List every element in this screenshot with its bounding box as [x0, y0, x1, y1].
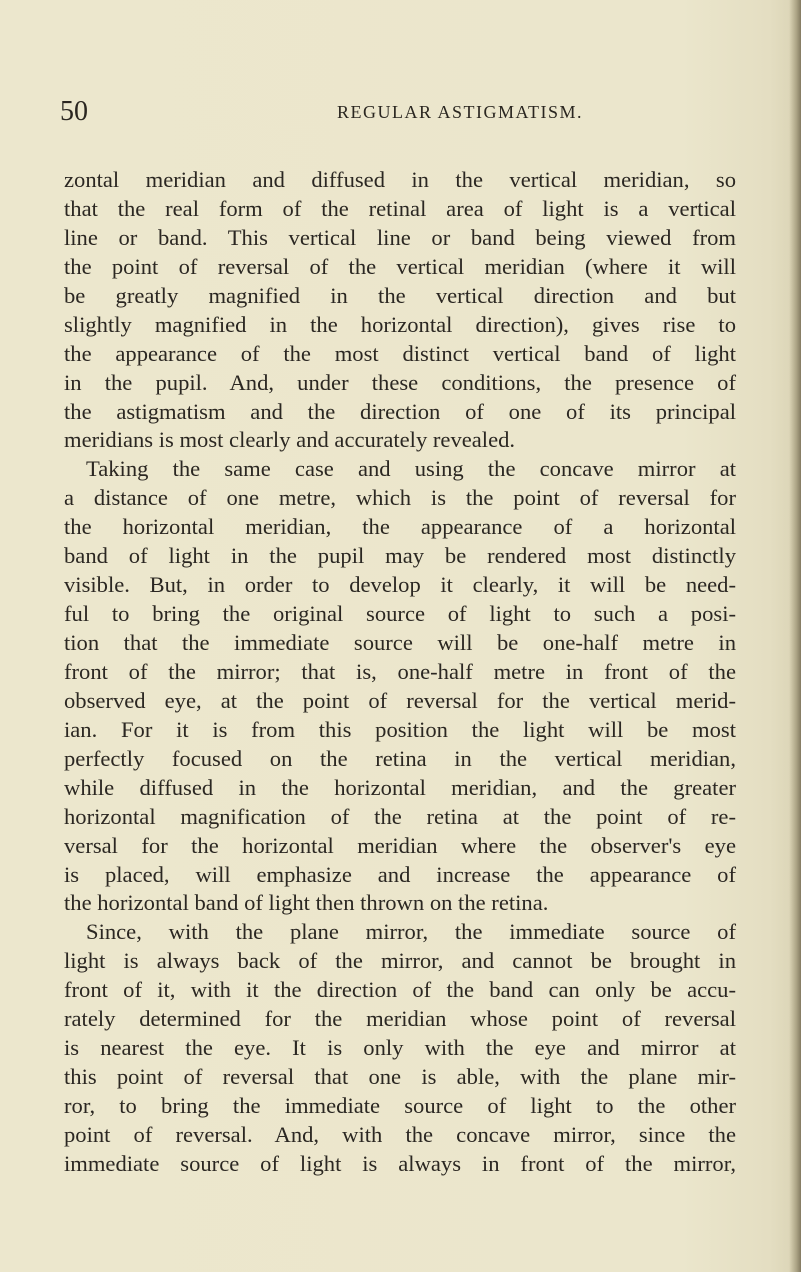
text-line: line or band. This vertical line or band being viewed from [64, 224, 736, 250]
text-line: point of reversal. And, with the concave mirror, since the [64, 1121, 736, 1147]
text-line: meridians is most clearly and accurately revealed. [64, 427, 516, 453]
text-line: observed eye, at the point of reversal for the vertical merid- [64, 687, 736, 713]
page-number: 50 [60, 96, 88, 127]
text-line: horizontal magnification of the retina at the point of re- [64, 803, 736, 829]
text-line: Taking the same case and using the concave mirror at [86, 456, 736, 482]
text-line: zontal meridian and diffused in the vertical meridian, so [64, 167, 736, 192]
text-line: the astigmatism and the direction of one of its principal [64, 398, 736, 424]
text-line: the horizontal band of light then thrown on the retina. [64, 890, 549, 916]
body-text [64, 166, 736, 1179]
text-line: tion that the immediate source will be one-half metre in [64, 630, 736, 655]
text-line: ian. For it is from this position the light will be most [64, 716, 736, 742]
text-line: light is always back of the mirror, and cannot be brought in [64, 948, 736, 974]
text-line: Since, with the plane mirror, the immediate source of [86, 919, 736, 945]
running-head: REGULAR ASTIGMATISM. [337, 102, 584, 122]
text-line: ror, to bring the immediate source of light to the other [64, 1093, 736, 1118]
text-line: this point of reversal that one is able, with the plane mir- [64, 1064, 736, 1090]
text-line: immediate source of light is always in front of the mirror, [64, 1150, 736, 1176]
text-line: front of the mirror; that is, one-half metre in front of the [64, 658, 736, 684]
text-line: the point of reversal of the vertical meridian (where it will [64, 253, 736, 279]
text-line: versal for the horizontal meridian where the observer's eye [64, 832, 736, 858]
text-line: ful to bring the original source of light to such a posi- [64, 601, 736, 627]
text-line: rately determined for the meridian whose point of reversal [64, 1006, 736, 1032]
text-line: band of light in the pupil may be rendered most distinctly [64, 543, 736, 569]
text-line: is nearest the eye. It is only with the eye and mirror at [64, 1035, 736, 1061]
page-header [60, 96, 740, 136]
text-line: be greatly magnified in the vertical direction and but [64, 282, 736, 308]
text-line: in the pupil. And, under these conditions, the presence of [64, 369, 736, 395]
text-line: is placed, will emphasize and increase the appearance of [64, 861, 736, 887]
text-line: perfectly focused on the retina in the vertical meridian, [64, 745, 736, 771]
text-line: that the real form of the retinal area of light is a vertical [64, 195, 736, 221]
text-line: the horizontal meridian, the appearance of a horizontal [64, 514, 736, 540]
text-line: the appearance of the most distinct vertical band of light [64, 340, 736, 366]
text-line: a distance of one metre, which is the point of reversal for [64, 485, 736, 511]
page-edge-shadow [789, 0, 801, 1272]
text-line: while diffused in the horizontal meridian, and the greater [64, 774, 736, 800]
text-line: front of it, with it the direction of the band can only be accu- [64, 977, 736, 1003]
text-line: slightly magnified in the horizontal direction), gives rise to [64, 311, 736, 337]
text-line: visible. But, in order to develop it clearly, it will be need- [64, 572, 736, 598]
